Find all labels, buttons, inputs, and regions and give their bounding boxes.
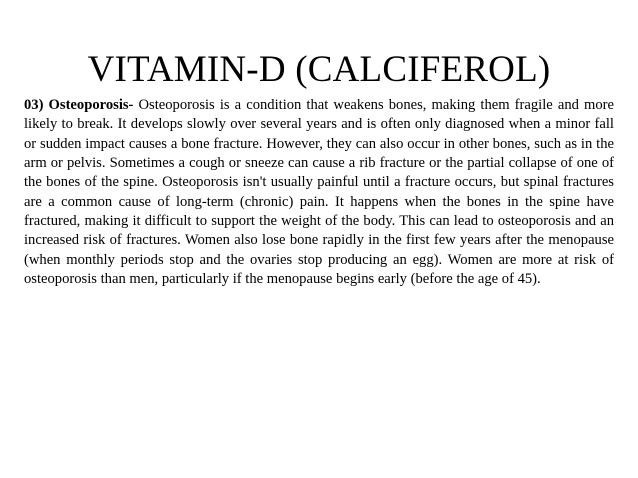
section-heading: 03) Osteoporosis- <box>24 97 134 113</box>
paragraph-text: Osteoporosis is a condition that weakens bones, making them fragile and more likely to break. It develops slowly over several years and is often only diagnosed when a minor fall or sudden impact causes a bone fracture. However, they can also occur in other bones, such as in the arm or pelvis. Sometimes a cough or sneeze can cause a rib fracture or the partial collapse of one of the bones of the spine. Osteoporosis isn't usually painful until a fracture occurs, but spinal fractures are a common cause of long-term (chronic) pain. It happens when the bones in the spine have fractured, making it difficult to support the weight of the body. This can lead to osteoporosis and an increased risk of fractures. Women also lose bone rapidly in the first few years after the menopause (when monthly periods stop and the ovaries stop producing an egg). Women are more at risk of osteoporosis than men, particularly if the menopause begins early (before the age of 45). <box>24 97 615 288</box>
slide-body-paragraph <box>24 96 614 289</box>
slide-title: VITAMIN-D (CALCIFEROL) <box>87 49 551 90</box>
